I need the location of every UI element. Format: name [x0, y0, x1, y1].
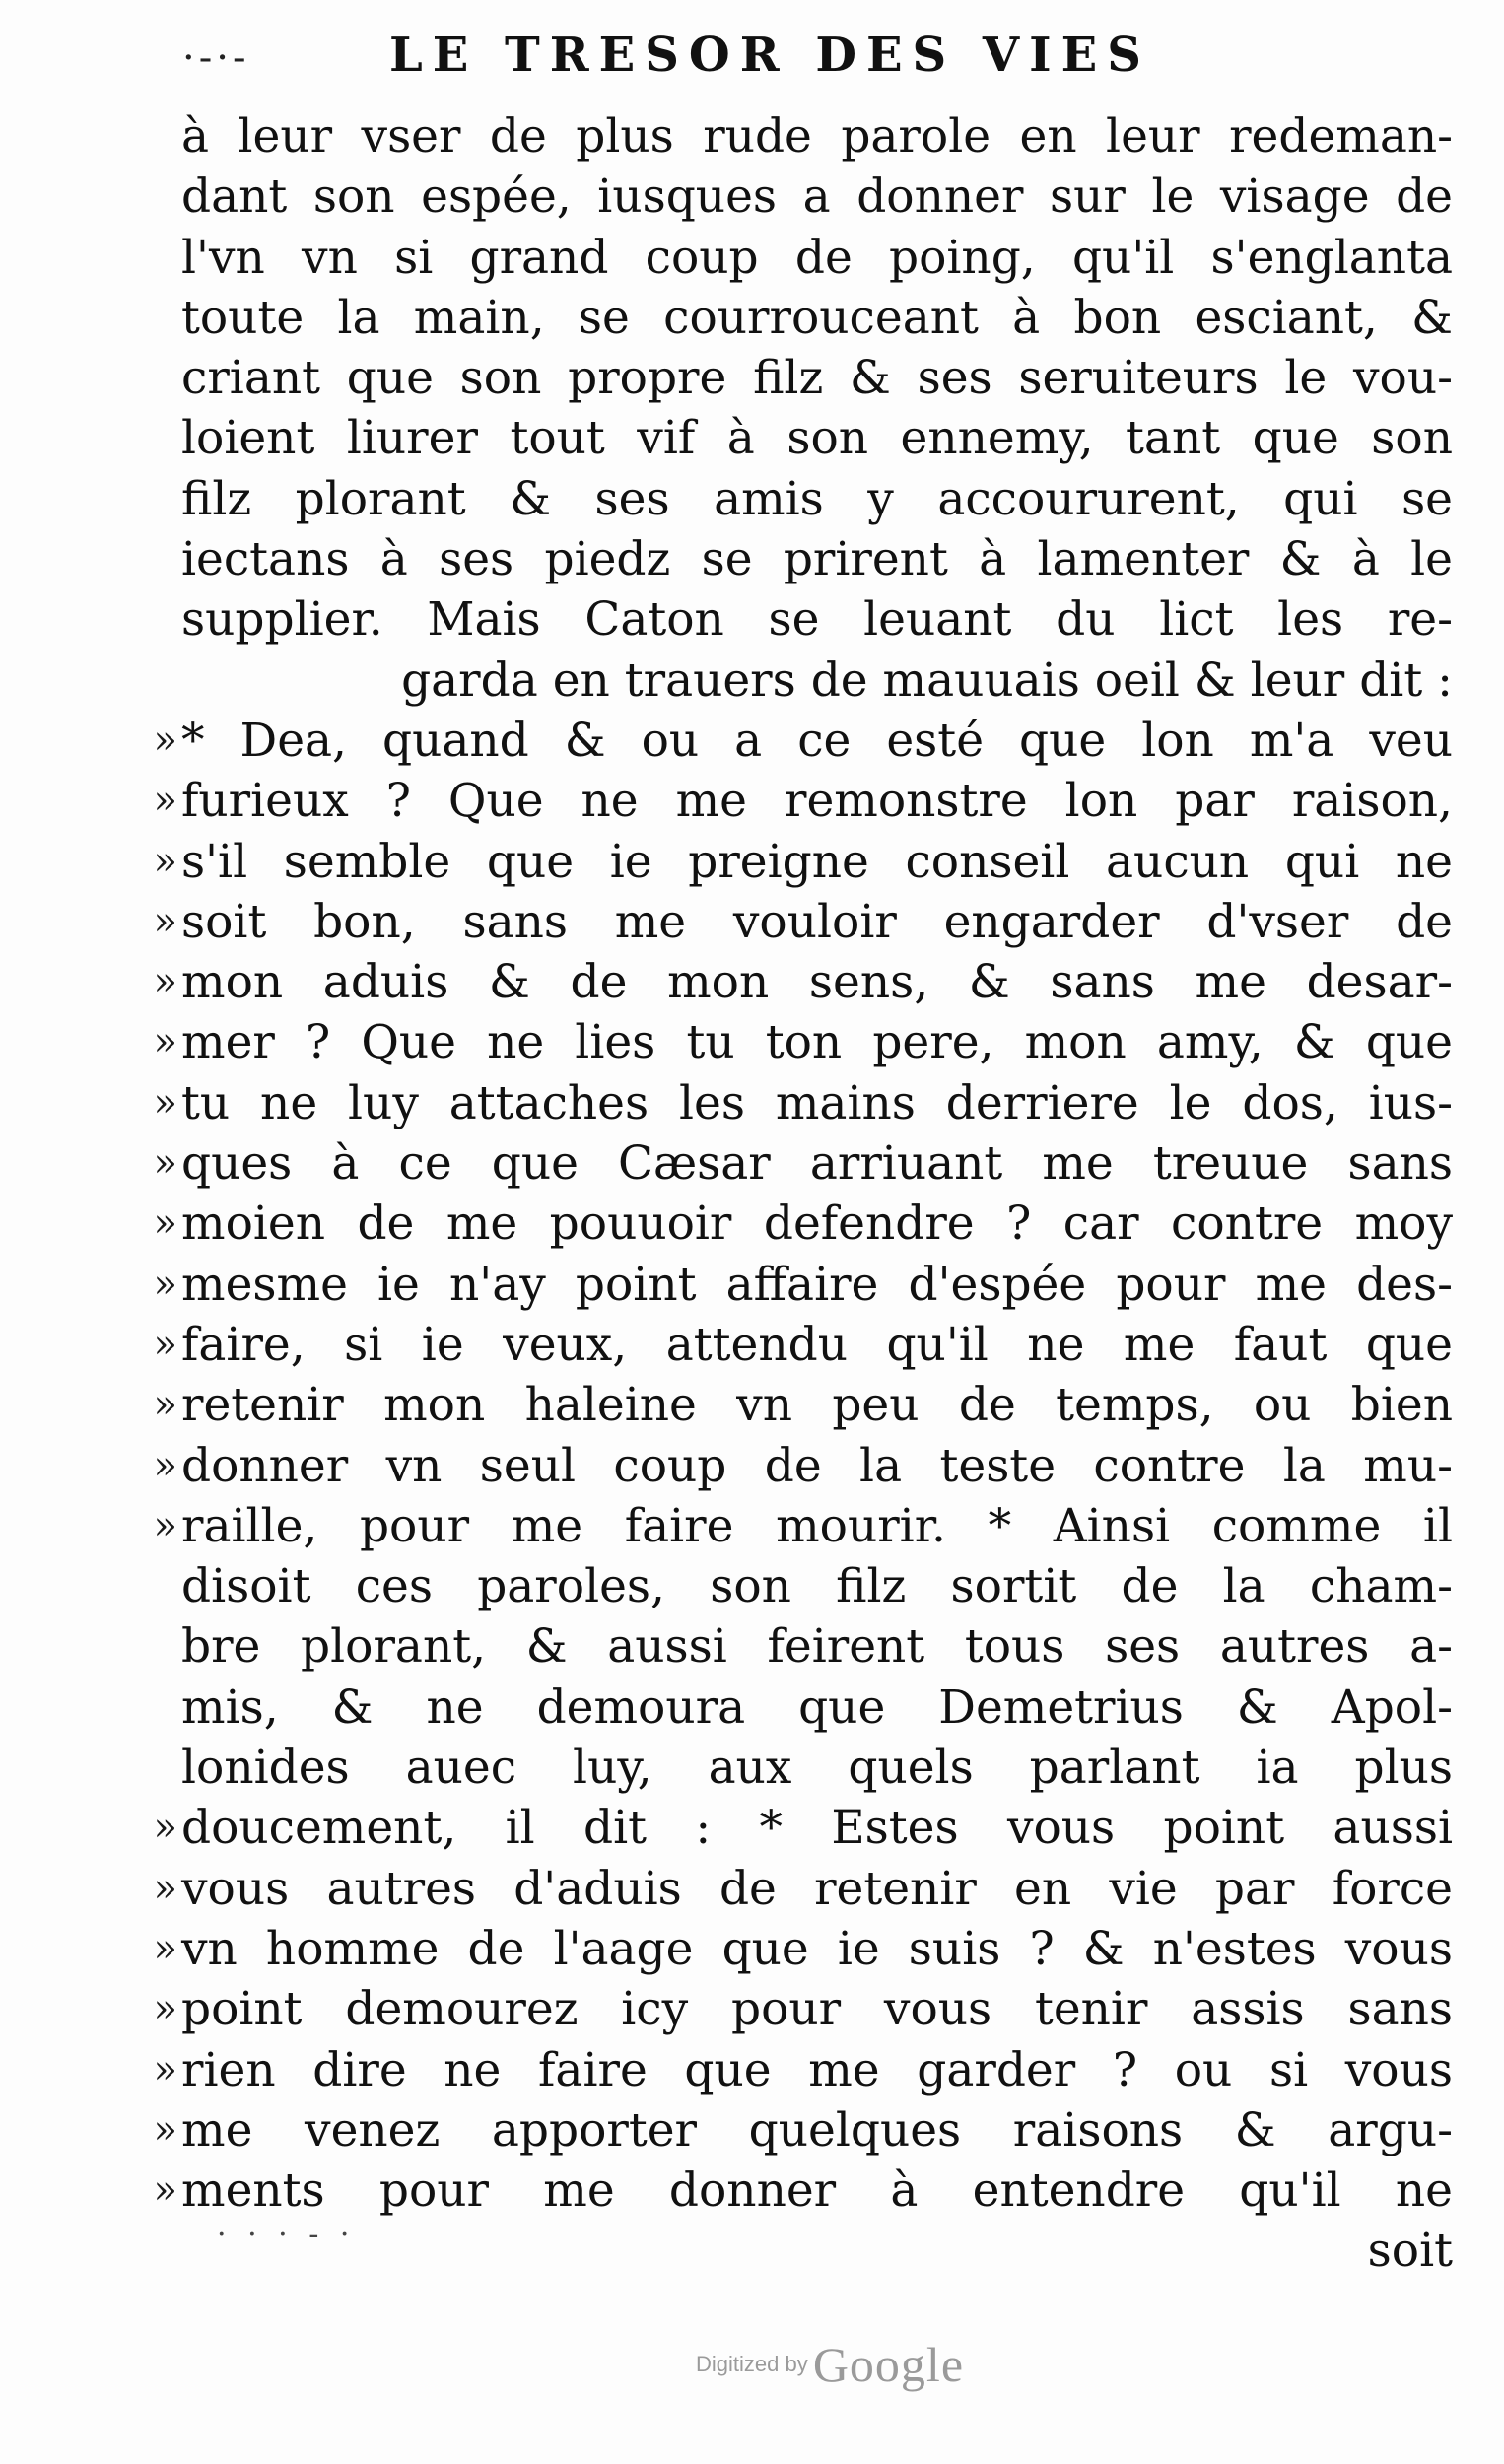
line-text: disoit ces paroles, son filz sortit de la cham- — [181, 1559, 1453, 1614]
quote-marker: » — [153, 1321, 177, 1367]
text-line-35 — [99, 2160, 1453, 2221]
text-line-12 — [99, 771, 1453, 831]
quote-marker: » — [153, 1079, 177, 1126]
line-text: filz plorant & ses amis y accoururent, qui se — [181, 471, 1453, 526]
text-line-13 — [99, 832, 1453, 892]
text-line-7 — [99, 469, 1453, 529]
line-text: supplier. Mais Caton se leuant du lict les re- — [181, 592, 1453, 648]
quote-marker: » — [153, 1805, 177, 1851]
text-line-26 — [99, 1616, 1453, 1677]
text-line-18 — [99, 1133, 1453, 1194]
quote-marker: » — [153, 1925, 177, 1971]
running-header: LE TRESOR DES VIES — [389, 28, 1151, 83]
line-text: retenir mon haleine vn peu de temps, ou bien — [181, 1378, 1453, 1433]
text-line-17 — [99, 1073, 1453, 1133]
quote-marker: » — [153, 898, 177, 944]
digitization-watermark — [696, 2336, 1011, 2393]
line-text: loient liurer tout vif à son ennemy, tant que son — [181, 411, 1453, 466]
text-line-20 — [99, 1255, 1453, 1315]
text-line-6 — [99, 408, 1453, 468]
line-text: mer ? Que ne lies tu ton pere, mon amy, & que — [181, 1015, 1453, 1070]
quote-marker: » — [153, 1261, 177, 1307]
text-line-25 — [99, 1556, 1453, 1616]
text-line-4 — [99, 288, 1453, 348]
line-text: tu ne luy attaches les mains derriere le dos, ius- — [181, 1075, 1453, 1130]
text-line-32 — [99, 1979, 1453, 2039]
text-line-5 — [99, 348, 1453, 408]
line-text: ments pour me donner à entendre qu'il ne — [181, 2163, 1453, 2219]
quote-marker: » — [153, 838, 177, 884]
line-text: donner vn seul coup de la teste contre la mu- — [181, 1438, 1453, 1493]
text-line-11 — [99, 711, 1453, 771]
text-line-33 — [99, 2040, 1453, 2100]
quote-marker: » — [153, 2106, 177, 2153]
line-text: mis, & ne demoura que Demetrius & Apol- — [181, 1679, 1453, 1735]
text-line-15 — [99, 952, 1453, 1012]
quote-marker: » — [153, 1442, 177, 1488]
line-text: ques à ce que Cæsar arriuant me treuue sans — [181, 1136, 1453, 1192]
line-text: criant que son propre filz & ses seruiteurs le vou- — [181, 351, 1453, 406]
google-logo: Google — [812, 2337, 965, 2392]
line-text: soit bon, sans me vouloir engarder d'vser de — [181, 894, 1453, 949]
line-text: vous autres d'aduis de retenir en vie par force — [181, 1861, 1453, 1916]
quote-marker: » — [153, 1382, 177, 1428]
line-text: mon aduis & de mon sens, & sans me desar- — [181, 955, 1453, 1010]
text-line-2 — [99, 167, 1453, 227]
print-specks: · · · ‐ · — [217, 2218, 356, 2252]
line-text: me venez apporter quelques raisons & argu- — [181, 2102, 1453, 2157]
quote-marker: » — [153, 1019, 177, 1065]
line-text: raille, pour me faire mourir. * Ainsi comme il — [181, 1498, 1453, 1553]
text-line-8 — [99, 529, 1453, 589]
quote-marker: » — [153, 1140, 177, 1187]
text-line-27 — [99, 1677, 1453, 1738]
line-text: toute la main, se courrouceant à bon esciant, & — [181, 290, 1453, 345]
line-text: rien dire ne faire que me garder ? ou si vous — [181, 2042, 1453, 2097]
text-line-10 — [99, 650, 1453, 711]
text-line-31 — [99, 1919, 1453, 1979]
line-text: lonides auec luy, aux quels parlant ia plus — [181, 1741, 1453, 1796]
quote-marker: » — [153, 717, 177, 763]
line-text: moien de me pouuoir defendre ? car contre moy — [181, 1197, 1453, 1252]
text-line-19 — [99, 1194, 1453, 1254]
quote-marker: » — [153, 1200, 177, 1247]
text-line-22 — [99, 1375, 1453, 1435]
top-ornament: ·‐·‐ — [182, 35, 250, 81]
quote-marker: » — [153, 2046, 177, 2092]
text-line-29 — [99, 1798, 1453, 1858]
quote-marker: » — [153, 1865, 177, 1911]
line-text: iectans à ses piedz se prirent à lamenter & à le — [181, 532, 1453, 587]
quote-marker: » — [153, 778, 177, 824]
line-text: dant son espée, iusques a donner sur le visage de — [181, 170, 1453, 225]
line-text: bre plorant, & aussi feirent tous ses autres a- — [181, 1619, 1453, 1675]
text-line-16 — [99, 1012, 1453, 1072]
quote-marker: » — [153, 959, 177, 1005]
watermark-prefix: Digitized by — [696, 2352, 808, 2376]
text-line-34 — [99, 2100, 1453, 2160]
line-text: furieux ? Que ne me remonstre lon par raison, — [181, 774, 1453, 829]
catchword: soit — [1367, 2224, 1453, 2279]
quote-marker: » — [153, 1502, 177, 1548]
line-text: garda en trauers de mauuais oeil & leur dit : — [401, 652, 1453, 708]
text-line-9 — [99, 589, 1453, 650]
line-text: point demourez icy pour vous tenir assis sans — [181, 1982, 1453, 2037]
quote-marker: » — [153, 2167, 177, 2214]
text-line-30 — [99, 1859, 1453, 1919]
text-line-1 — [99, 106, 1453, 167]
line-text: l'vn vn si grand coup de poing, qu'il s'englanta — [181, 230, 1453, 285]
text-line-21 — [99, 1315, 1453, 1375]
text-line-14 — [99, 892, 1453, 952]
line-text: s'il semble que ie preigne conseil aucun qui ne — [181, 834, 1453, 889]
text-line-28 — [99, 1738, 1453, 1798]
line-text: mesme ie n'ay point affaire d'espée pour me des- — [181, 1257, 1453, 1312]
line-text: vn homme de l'aage que ie suis ? & n'estes vous — [181, 1921, 1453, 1976]
quote-marker: » — [153, 1986, 177, 2032]
line-text: doucement, il dit : * Estes vous point aussi — [181, 1801, 1453, 1856]
line-text: à leur vser de plus rude parole en leur redeman- — [181, 109, 1453, 164]
line-text: faire, si ie veux, attendu qu'il ne me faut que — [181, 1317, 1453, 1372]
body-text — [99, 106, 1453, 2282]
text-line-3 — [99, 228, 1453, 288]
text-line-24 — [99, 1496, 1453, 1556]
text-line-23 — [99, 1436, 1453, 1496]
line-text: * Dea, quand & ou a ce esté que lon m'a veu — [181, 713, 1453, 768]
